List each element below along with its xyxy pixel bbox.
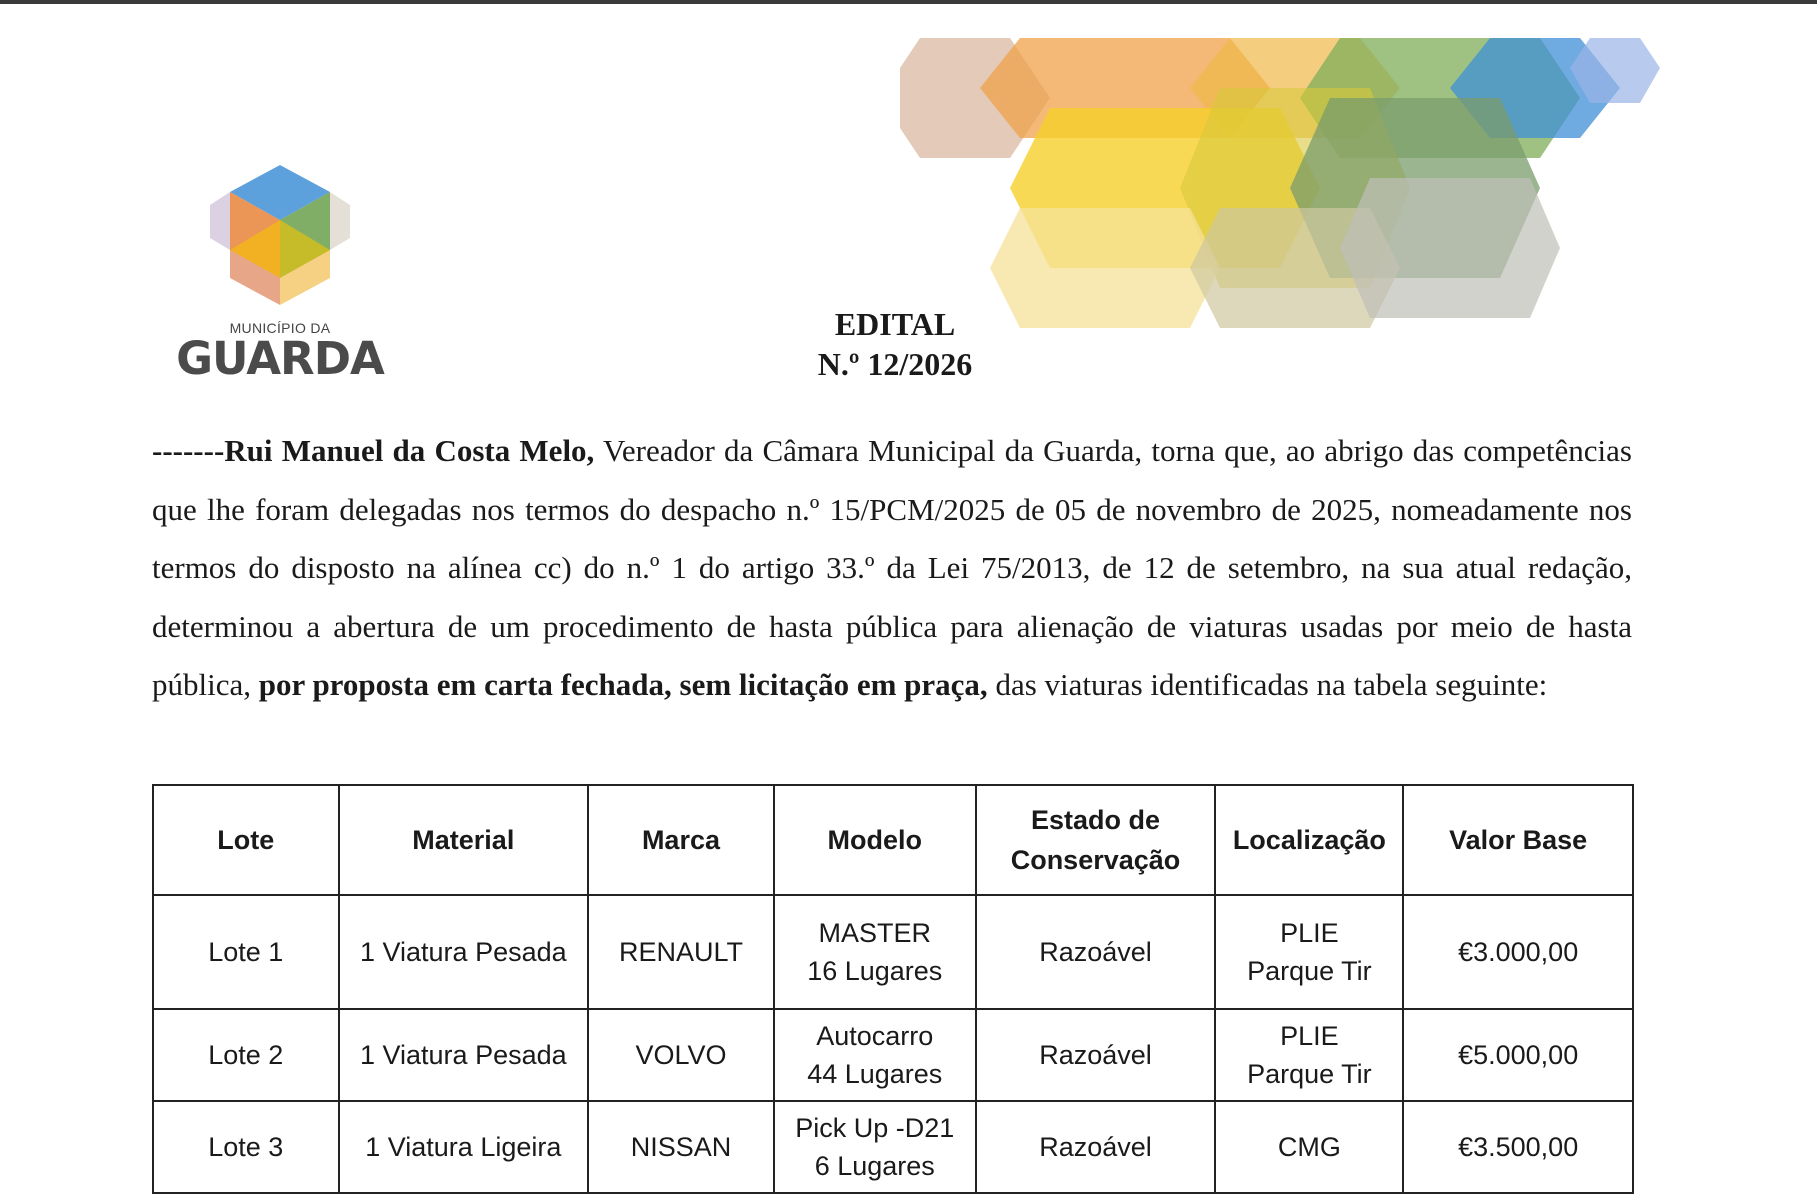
table-row xyxy=(153,895,1633,1009)
body-bold-clause: por proposta em carta fechada, sem licitação em praça, xyxy=(258,667,988,702)
cell-localizacao xyxy=(1215,895,1403,1009)
cell-estado: Razoável xyxy=(976,1101,1216,1193)
cell-modelo xyxy=(774,1101,976,1193)
top-border xyxy=(0,0,1817,4)
hexagon-pattern-graphic xyxy=(900,28,1690,338)
header-modelo: Modelo xyxy=(774,785,976,895)
cell-material: 1 Viatura Pesada xyxy=(339,1009,589,1101)
cell-marca: VOLVO xyxy=(588,1009,774,1101)
logo-subtitle: MUNICÍPIO DA xyxy=(229,320,331,336)
cell-valor: €3.000,00 xyxy=(1403,895,1633,1009)
cell-valor: €3.500,00 xyxy=(1403,1101,1633,1193)
cell-localizacao xyxy=(1215,1101,1403,1193)
cell-material: 1 Viatura Pesada xyxy=(339,895,589,1009)
header-estado: Estado de Conservação xyxy=(976,785,1216,895)
cell-localizacao-line1: PLIE xyxy=(1280,1021,1339,1051)
cell-localizacao-line2: Parque Tir xyxy=(1247,1059,1372,1089)
cell-estado: Razoável xyxy=(976,1009,1216,1101)
cell-localizacao xyxy=(1215,1009,1403,1101)
cell-modelo-line1: MASTER xyxy=(818,918,931,948)
cell-estado: Razoável xyxy=(976,895,1216,1009)
cell-modelo-line2: 6 Lugares xyxy=(814,1151,935,1181)
cell-modelo-line1: Pick Up -D21 xyxy=(795,1113,955,1143)
cell-modelo-line2: 16 Lugares xyxy=(807,956,943,986)
cell-modelo-line1: Autocarro xyxy=(816,1021,934,1051)
table-row xyxy=(153,1101,1633,1193)
logo-wordmark: GUARDA xyxy=(176,332,384,385)
cell-material: 1 Viatura Ligeira xyxy=(339,1101,589,1193)
cell-localizacao-line1: PLIE xyxy=(1280,918,1339,948)
header-marca: Marca xyxy=(588,785,774,895)
document-title: EDITAL xyxy=(834,306,956,342)
document-number: N.º 12/2026 xyxy=(817,346,973,382)
cell-lote: Lote 3 xyxy=(153,1101,339,1193)
cell-lote: Lote 2 xyxy=(153,1009,339,1101)
cell-lote: Lote 1 xyxy=(153,895,339,1009)
body-text-part-2: das viaturas identificadas na tabela seguinte: xyxy=(987,667,1548,702)
decorative-banner xyxy=(900,28,1690,338)
cell-modelo-line2: 44 Lugares xyxy=(807,1059,943,1089)
header-lote: Lote xyxy=(153,785,339,895)
leading-dashes: ------- xyxy=(152,433,225,468)
header-material: Material xyxy=(339,785,589,895)
cell-localizacao-line2: Parque Tir xyxy=(1247,956,1372,986)
cell-marca: RENAULT xyxy=(588,895,774,1009)
cell-valor: €5.000,00 xyxy=(1403,1009,1633,1101)
header-valor-base: Valor Base xyxy=(1403,785,1633,895)
vehicles-table xyxy=(152,784,1634,1194)
cell-localizacao-line1: CMG xyxy=(1277,1132,1341,1162)
table-row xyxy=(153,1009,1633,1101)
cell-modelo xyxy=(774,1009,976,1101)
header-localizacao: Localização xyxy=(1215,785,1403,895)
body-text-part-1: Vereador da Câmara Municipal da Guarda, torna que, ao abrigo das competências que lhe foram delegadas nos termos do despacho n.º 15/PCM/2025 de 05 de novembro de 2025, nomeadamente nos termos do disposto na alínea cc) do n.º 1 do artigo 33.º da Lei 75/2013, de 12 de setembro, na sua atual redação, determinou a abertura de um procedimento de hasta pública para alienação de viaturas usadas por meio de hasta pública, xyxy=(152,433,1632,702)
body-paragraph xyxy=(152,422,1632,715)
cell-modelo xyxy=(774,895,976,1009)
official-name: Rui Manuel da Costa Melo, xyxy=(224,433,595,468)
cell-marca: NISSAN xyxy=(588,1101,774,1193)
table-header-row xyxy=(153,785,1633,895)
guarda-cube-icon xyxy=(210,160,350,310)
